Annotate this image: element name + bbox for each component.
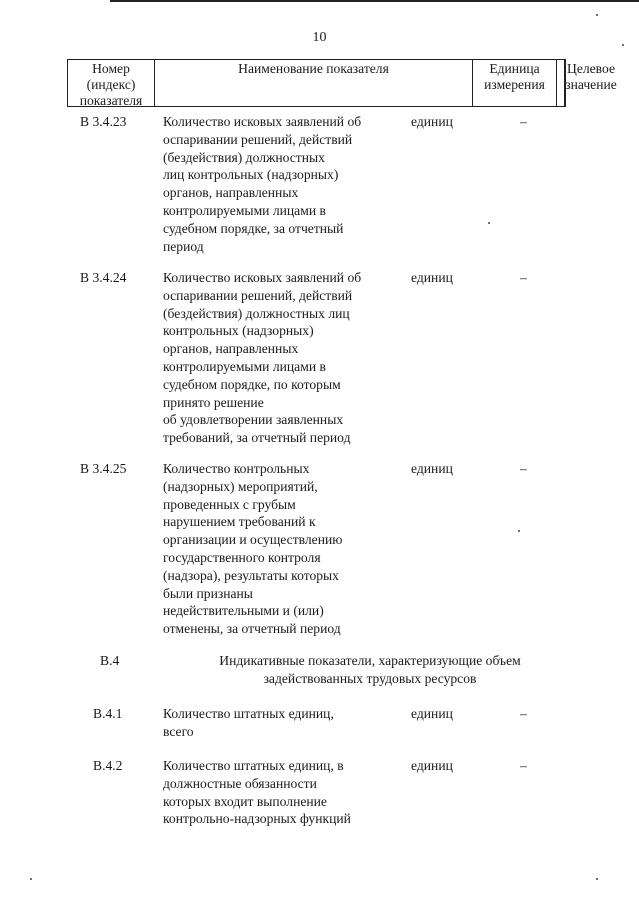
top-border-line	[110, 0, 639, 2]
scan-speck	[596, 14, 598, 16]
row-code: В 3.4.24	[80, 270, 127, 285]
row-unit: единиц	[411, 461, 453, 476]
row-target: –	[520, 758, 527, 773]
header-divider	[556, 59, 557, 107]
scan-speck	[622, 44, 624, 46]
table-header	[67, 59, 617, 108]
scan-speck	[488, 222, 490, 224]
section-code: В.4	[100, 653, 120, 668]
row-code: В 3.4.23	[80, 114, 127, 129]
scan-speck	[30, 878, 32, 880]
section-title: Индикативные показатели, характеризующие объем задействованных трудовых ресурсов	[219, 653, 521, 686]
row-name: Количество исковых заявлений об оспаривании решений, действий (бездействия) должностных лиц контрольных (надзорных) органов, направленных контролируемыми лицами в судебном порядке, по которым принято решение об удовлетворении заявленных требований, за отчетный период	[163, 270, 362, 446]
header-target: Целевое значение	[565, 61, 617, 92]
row-name: Количество штатных единиц, всего	[163, 706, 334, 739]
row-target: –	[520, 114, 527, 129]
row-code: В.4.1	[93, 706, 123, 721]
row-unit: единиц	[411, 114, 453, 129]
row-target: –	[520, 706, 527, 721]
row-code: В.4.2	[93, 758, 123, 773]
header-code: Номер (индекс) показателя	[68, 60, 155, 106]
row-name: Количество контрольных (надзорных) мероприятий, проведенных с грубым нарушением требований к организации и осуществлению государственного контроля (надзора), результаты которых были признаны недействительными и (или) отменены, за отчетный период	[163, 461, 343, 637]
row-target: –	[520, 270, 527, 285]
scan-speck	[596, 878, 598, 880]
scan-speck	[518, 530, 520, 532]
row-unit: единиц	[411, 270, 453, 285]
header-name: Наименование показателя	[155, 60, 473, 106]
row-code: В 3.4.25	[80, 461, 127, 476]
row-unit: единиц	[411, 758, 453, 773]
page-number: 10	[312, 30, 327, 45]
row-name: Количество исковых заявлений об оспаривании решений, действий (бездействия) должностных лиц контрольных (надзорных) органов, направленных контролируемыми лицами в судебном порядке, за отчетный период	[163, 114, 362, 254]
row-name: Количество штатных единиц, в должностные обязанности которых входит выполнение контрольно-надзорных функций	[163, 758, 351, 827]
row-unit: единиц	[411, 706, 453, 721]
row-target: –	[520, 461, 527, 476]
header-unit: Единица измерения	[473, 60, 557, 106]
